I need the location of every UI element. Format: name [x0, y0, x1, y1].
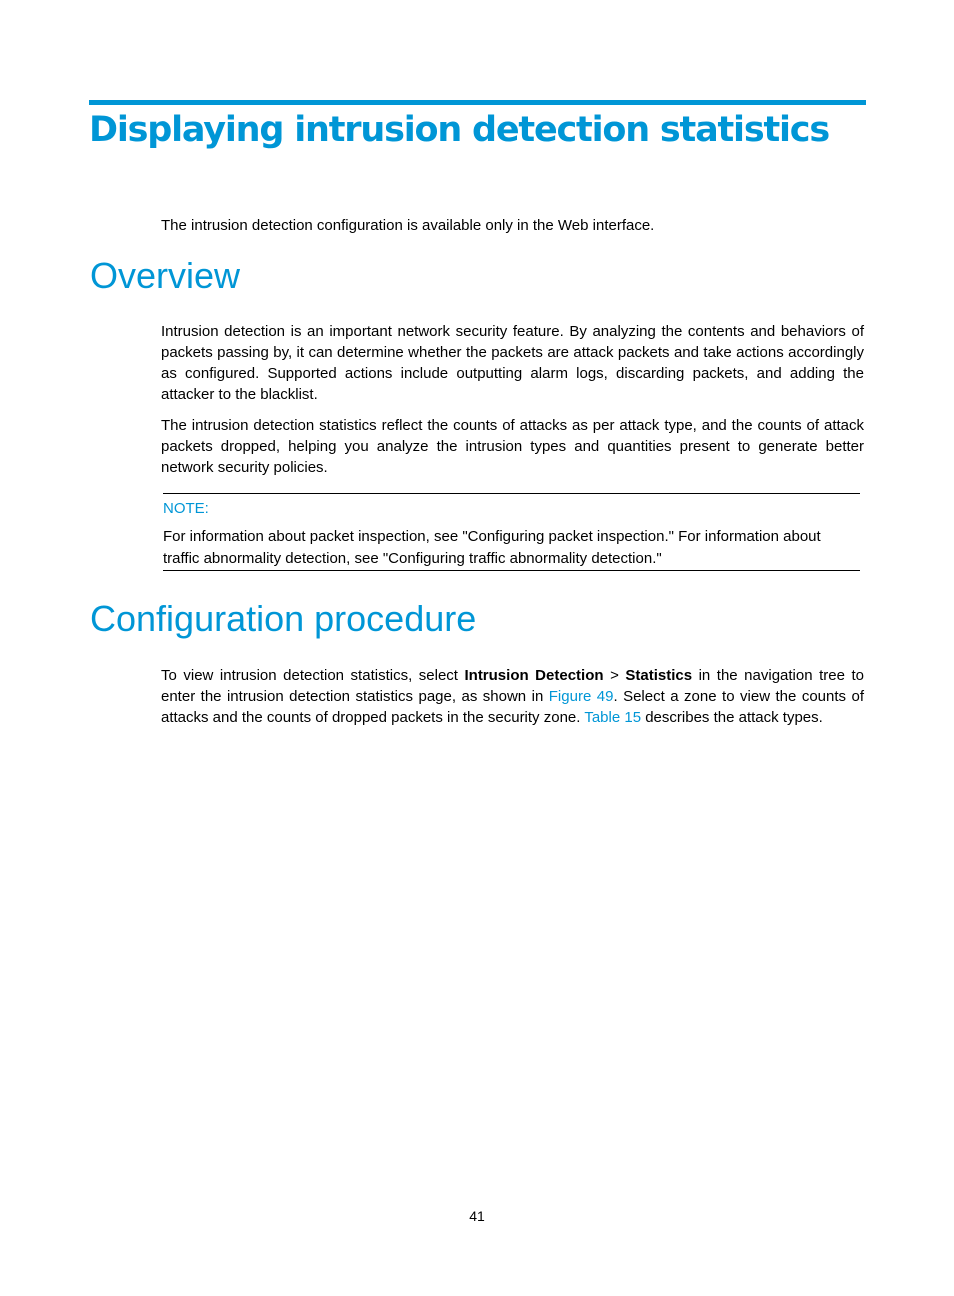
procedure-text-4: describes the attack types. [641, 709, 823, 726]
procedure-paragraph [161, 665, 864, 728]
chapter-title: Displaying intrusion detection statistics [89, 110, 829, 150]
overview-heading: Overview [90, 255, 241, 296]
overview-paragraph-1: Intrusion detection is an important network security feature. By analyzing the contents and behaviors of packets passing by, it can determine whether the packets are attack packets and take actions accordingly as configured. Supported actions include outputting alarm logs, discarding packets, and adding the attacker to the blacklist. [161, 323, 864, 403]
note-label: NOTE: [163, 500, 209, 517]
menu-path-statistics: Statistics [625, 667, 693, 684]
note-text: For information about packet inspection, see "Configuring packet inspection." For information about traffic abnormality detection, see "Configuring traffic abnormality detection." [163, 528, 821, 567]
note-box [163, 493, 860, 571]
menu-path-intrusion-detection: Intrusion Detection [464, 667, 604, 684]
chapter-intro: The intrusion detection configuration is available only in the Web interface. [161, 217, 655, 234]
table-15-link[interactable]: Table 15 [584, 709, 642, 726]
menu-path-separator: > [603, 667, 626, 684]
page-number: 41 [469, 1208, 485, 1224]
procedure-text-2: in the navigation tree to enter the intrusion detection statistics page, as shown in [161, 667, 864, 705]
procedure-text-3: . Select a zone to view the counts of attacks and the counts of dropped packets in the security zone. [161, 688, 864, 726]
overview-paragraph-2: The intrusion detection statistics reflect the counts of attacks as per attack type, and the counts of attack packets dropped, helping you analyze the intrusion types and quantities present to generate better network security policies. [161, 417, 864, 476]
figure-49-link[interactable]: Figure 49 [548, 688, 614, 705]
chapter-top-rule [89, 100, 866, 105]
procedure-text-1: To view intrusion detection statistics, select [161, 667, 465, 684]
configuration-procedure-heading: Configuration procedure [90, 598, 477, 639]
